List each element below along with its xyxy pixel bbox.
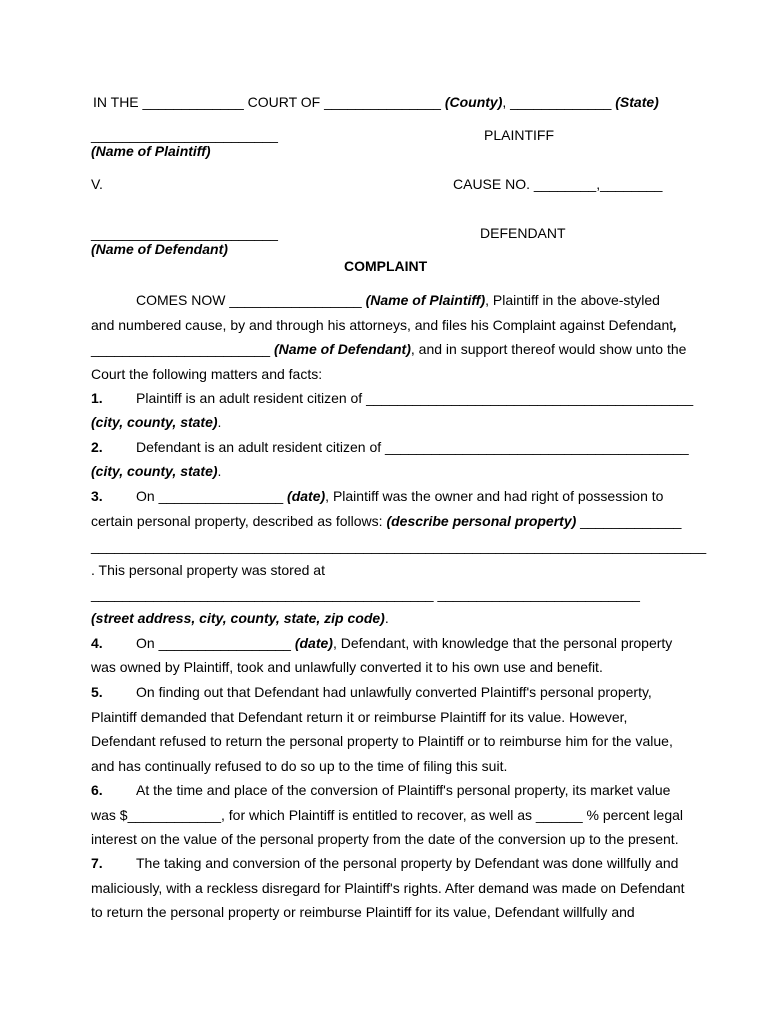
paragraph-number: 5. [91, 684, 103, 700]
defendant-label: DEFENDANT [480, 225, 566, 241]
paragraph-3-line-2: certain personal property, described as follows: (describe personal property) _____________ [91, 513, 682, 529]
paragraph-6-line-2: was $____________, for which Plaintiff is entitled to recover, as well as ______ % percent legal [91, 807, 683, 823]
county-placeholder: (County) [444, 94, 503, 110]
paragraph-4-line-2: was owned by Plaintiff, took and unlawfully converted it to his own use and benefit. [91, 659, 603, 675]
paragraph-7-line-3: to return the personal property or reimburse Plaintiff for its value, Defendant willfully and [91, 904, 635, 920]
plaintiff-label: PLAINTIFF [484, 127, 555, 143]
intro-line-4: Court the following matters and facts: [91, 366, 323, 382]
paragraph-number: 1. [91, 390, 103, 406]
paragraph-2-line-1: Defendant is an adult resident citizen of _______________________________________ [136, 439, 689, 455]
intro-line-3: _______________________ (Name of Defendant), and in support thereof would show unto the [91, 341, 687, 357]
paragraph-5-line-1: On finding out that Defendant had unlawfully converted Plaintiff's personal property, [136, 684, 652, 700]
paragraph-7-line-1: The taking and conversion of the personal property by Defendant was done willfully and [136, 855, 679, 871]
paragraph-3-line-5: ____________________________________________ __________________________ [91, 586, 640, 602]
paragraph-3-line-1: On ________________ (date), Plaintiff was the owner and had right of possession to [136, 488, 664, 504]
paragraph-number: 6. [91, 782, 103, 798]
paragraph-number: 7. [91, 855, 103, 871]
paragraph-6-line-3: interest on the value of the personal property from the date of the conversion up to the present. [91, 831, 679, 847]
paragraph-number: 3. [91, 488, 103, 504]
defendant-blank: ________________________ [91, 225, 278, 241]
paragraph-6-line-1: At the time and place of the conversion of Plaintiff's personal property, its market value [136, 782, 671, 798]
paragraph-3-line-3: _______________________________________________________________________________ [91, 538, 707, 554]
paragraph-2-line-2: (city, county, state). [91, 463, 222, 479]
paragraph-1-line-2: (city, county, state). [91, 414, 222, 430]
cause-number: CAUSE NO. ________,________ [453, 176, 663, 192]
paragraph-3-line-4: . This personal property was stored at [91, 562, 325, 578]
paragraph-5-line-4: and has continually refused to do so up to the time of filing this suit. [91, 758, 508, 774]
paragraph-number: 4. [91, 635, 103, 651]
court-caption-line: IN THE _____________ COURT OF _______________ (County), _____________ (State) [93, 94, 659, 110]
paragraph-5-line-3: Defendant refused to return the personal property to Plaintiff or to reimburse him for the value, [91, 733, 673, 749]
defendant-name-placeholder: (Name of Defendant) [91, 241, 228, 257]
paragraph-3-line-6: (street address, city, county, state, zip code). [91, 610, 389, 626]
paragraph-1-line-1: Plaintiff is an adult resident citizen of __________________________________________ [136, 390, 694, 406]
intro-line-1: COMES NOW _________________ (Name of Plaintiff), Plaintiff in the above-styled [136, 292, 660, 308]
paragraph-7-line-2: maliciously, with a reckless disregard for Plaintiff's rights. After demand was made on Defendant [91, 880, 685, 896]
state-placeholder: (State) [615, 94, 659, 110]
document-title: COMPLAINT [344, 258, 428, 274]
paragraph-number: 2. [91, 439, 103, 455]
plaintiff-name-placeholder: (Name of Plaintiff) [91, 143, 211, 159]
versus-label: V. [91, 176, 103, 192]
intro-line-2: and numbered cause, by and through his attorneys, and files his Complaint against Defendant, [91, 317, 678, 333]
paragraph-4-line-1: On _________________ (date), Defendant, with knowledge that the personal property [136, 635, 673, 651]
paragraph-5-line-2: Plaintiff demanded that Defendant return it or reimburse Plaintiff for its value. However, [91, 709, 628, 725]
plaintiff-blank: ________________________ [91, 127, 278, 143]
